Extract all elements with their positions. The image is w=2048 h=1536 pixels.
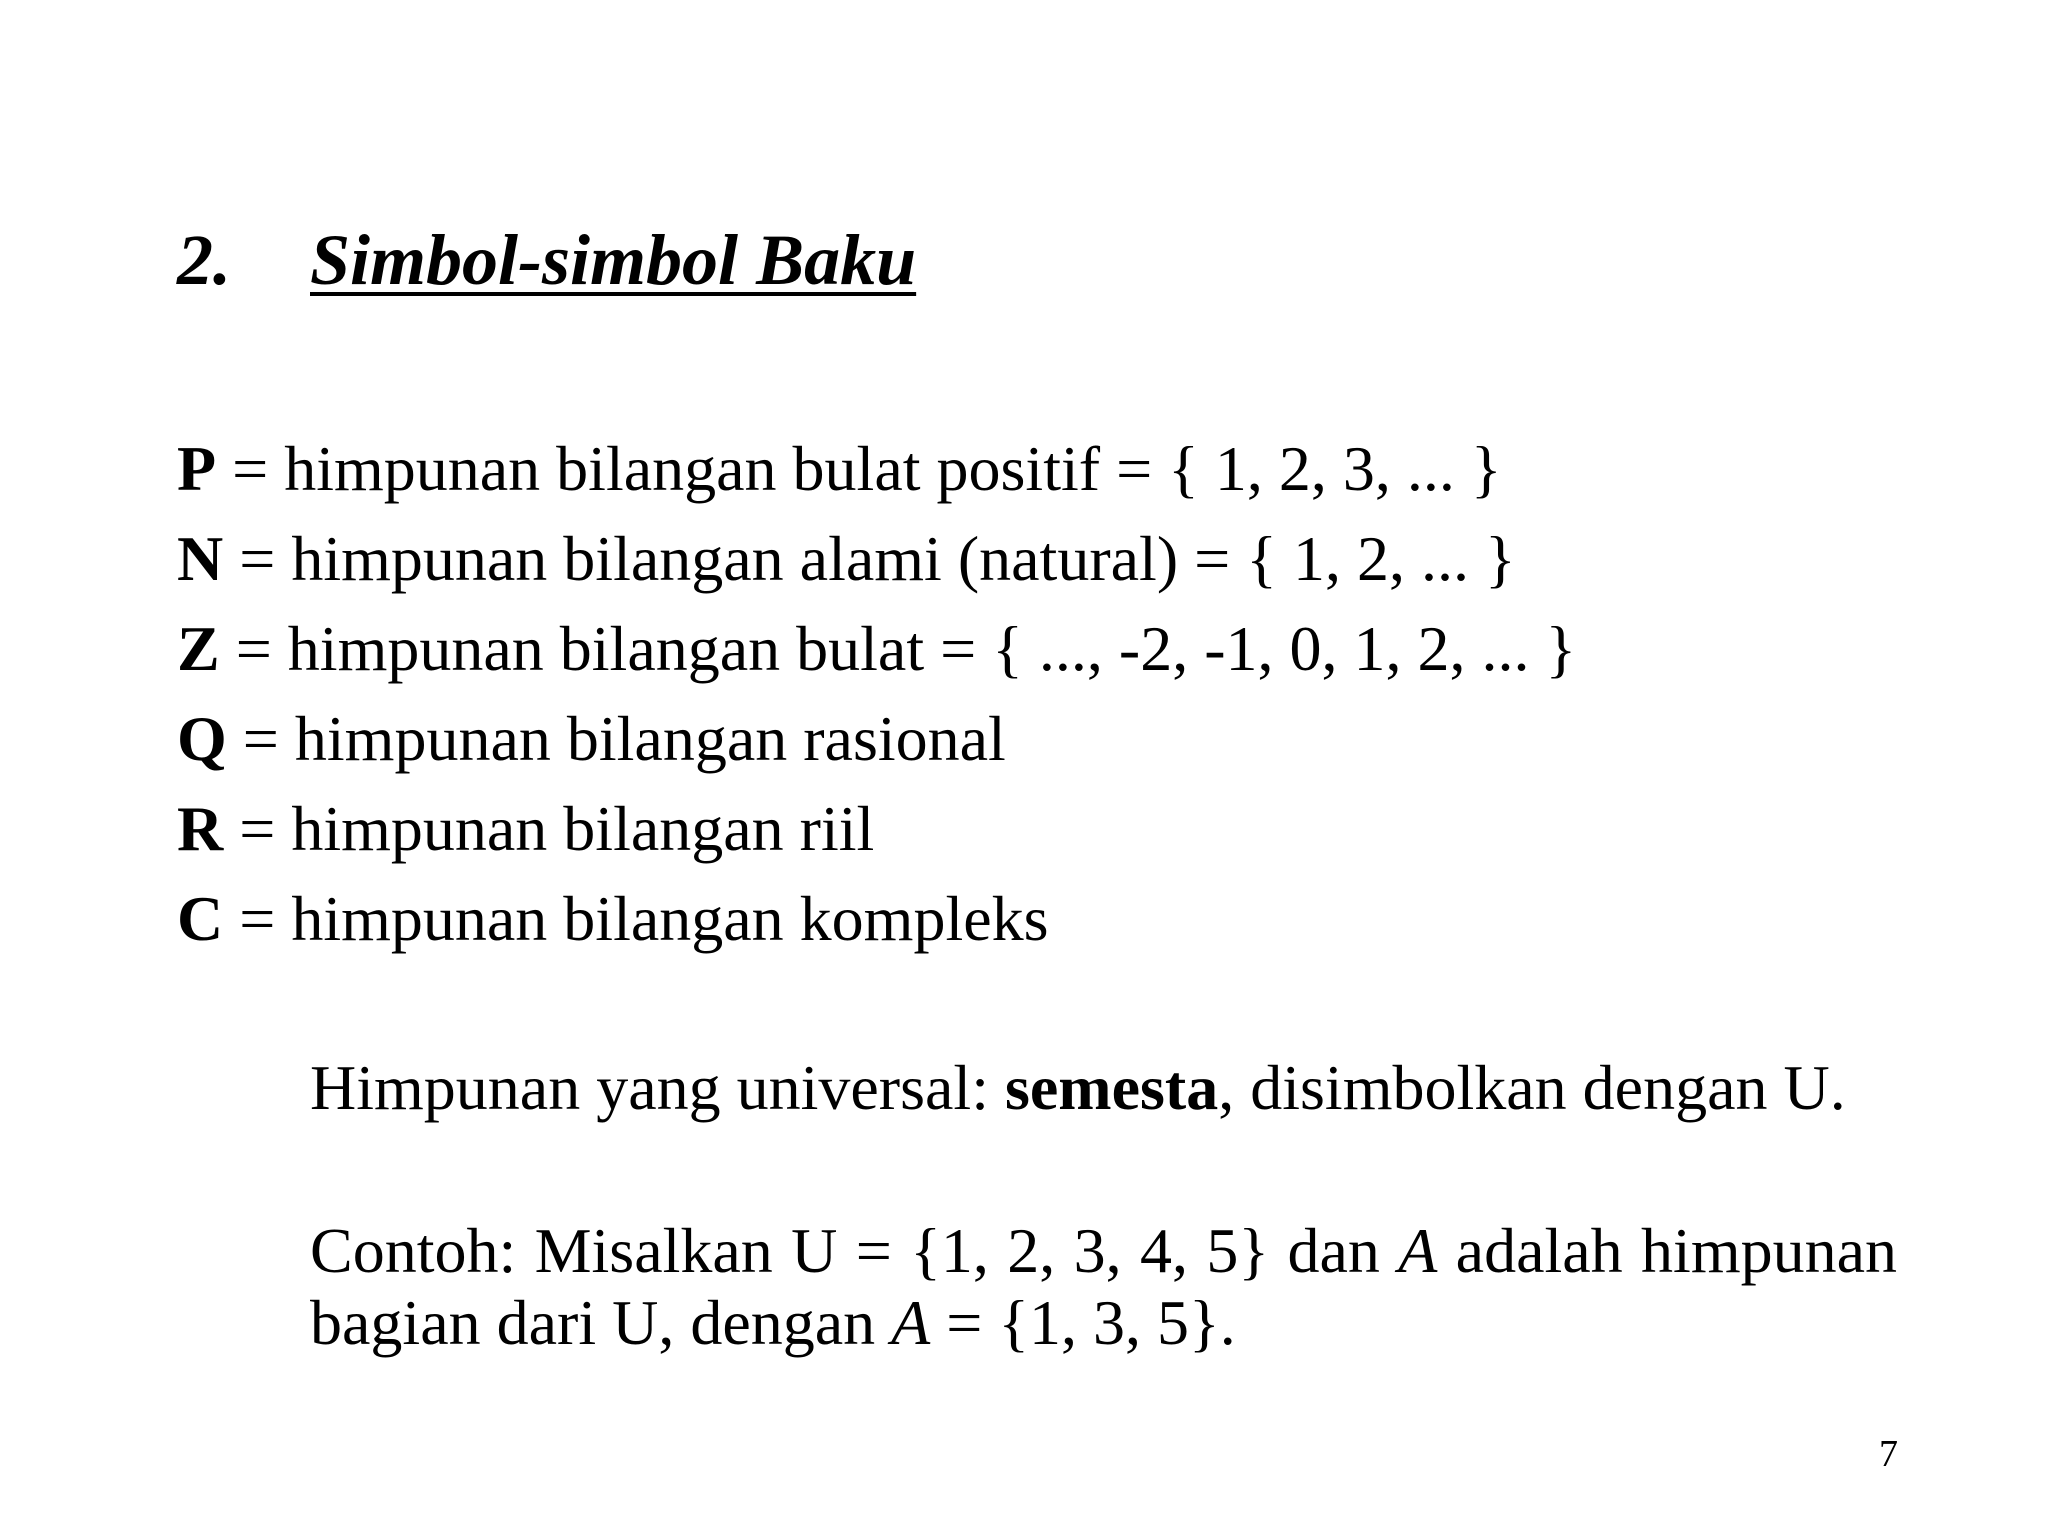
section-number: 2. bbox=[177, 220, 231, 300]
example-variable: A bbox=[1398, 1215, 1438, 1286]
universal-keyword: semesta bbox=[1004, 1052, 1219, 1123]
symbol-letter: C bbox=[177, 883, 224, 954]
symbol-definition: = himpunan bilangan alami (natural) = { 1, 2, ... } bbox=[223, 523, 1516, 594]
example-variable: A bbox=[891, 1287, 931, 1358]
universal-set-paragraph bbox=[310, 1052, 1897, 1124]
symbol-definition: = himpunan bilangan rasional bbox=[226, 703, 1006, 774]
universal-text-end: , disimbolkan dengan U. bbox=[1218, 1052, 1846, 1123]
example-paragraph bbox=[310, 1215, 1897, 1359]
symbol-item-c bbox=[177, 874, 1576, 964]
symbol-letter: P bbox=[177, 433, 217, 504]
symbol-item-r bbox=[177, 784, 1576, 874]
page-number: 7 bbox=[1879, 1433, 1898, 1475]
example-text-2: adalah himpunan bagian dari U, dengan bbox=[310, 1215, 1898, 1358]
symbol-definition: = himpunan bilangan kompleks bbox=[223, 883, 1049, 954]
example-text-1: Contoh: Misalkan U = {1, 2, 3, 4, 5} dan bbox=[310, 1215, 1399, 1286]
symbol-definition: = himpunan bilangan bulat positif = { 1, 2, 3, ... } bbox=[216, 433, 1502, 504]
example-text-3: = {1, 3, 5}. bbox=[930, 1287, 1236, 1358]
section-heading bbox=[177, 218, 916, 302]
symbol-item-n bbox=[177, 514, 1576, 604]
symbol-list bbox=[177, 424, 1576, 964]
section-title: Simbol-simbol Baku bbox=[310, 220, 917, 300]
symbol-item-z bbox=[177, 604, 1576, 694]
symbol-letter: N bbox=[177, 523, 224, 594]
symbol-letter: Z bbox=[177, 613, 220, 684]
symbol-letter: R bbox=[177, 793, 224, 864]
symbol-definition: = himpunan bilangan bulat = { ..., -2, -1, 0, 1, 2, ... } bbox=[219, 613, 1577, 684]
symbol-item-q bbox=[177, 694, 1576, 784]
symbol-item-p bbox=[177, 424, 1576, 514]
symbol-letter: Q bbox=[177, 703, 227, 774]
universal-text-start: Himpunan yang universal: bbox=[310, 1052, 1005, 1123]
symbol-definition: = himpunan bilangan riil bbox=[223, 793, 875, 864]
